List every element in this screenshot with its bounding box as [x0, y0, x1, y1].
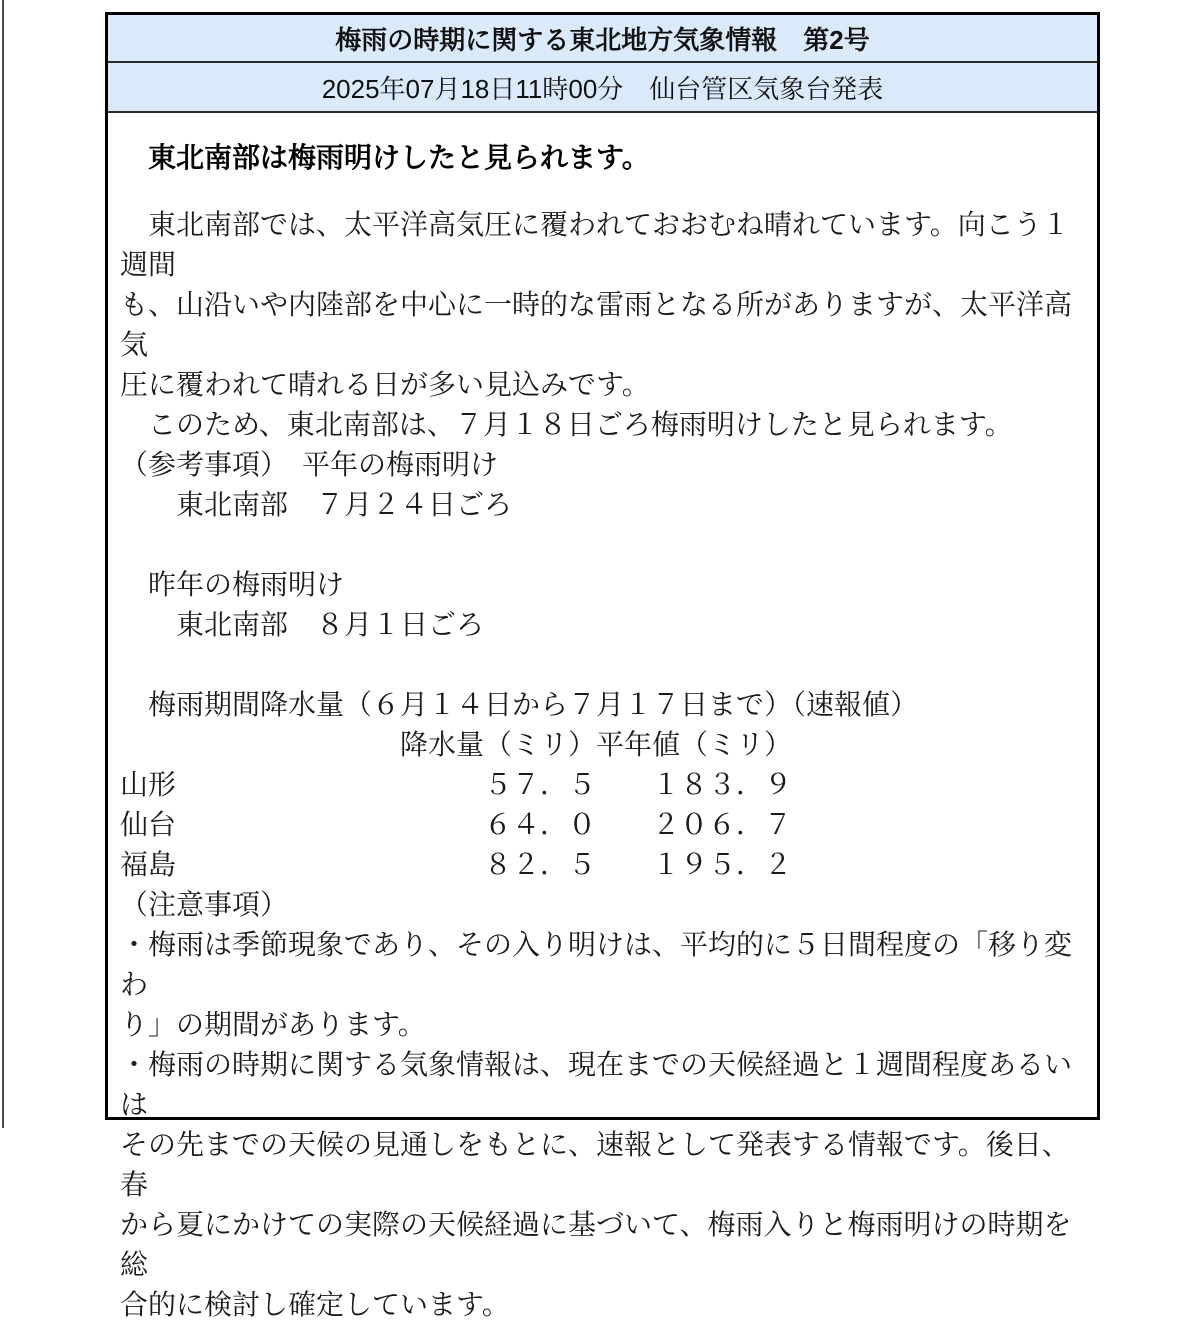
body-line-blank [120, 525, 1083, 565]
precip-table-header: 降水量（ミリ）平年値（ミリ） [120, 729, 793, 760]
bulletin-headline: 東北南部は梅雨明けしたと見られます。 [120, 142, 650, 173]
body-line: 圧に覆われて晴れる日が多い見込みです。 [120, 369, 650, 400]
body-line-reference-heading: （参考事項） 平年の梅雨明け [120, 449, 499, 480]
precip-table-caption: 梅雨期間降水量（６月１４日から７月１７日まで）（速報値） [120, 689, 919, 720]
body-line: ・梅雨の時期に関する気象情報は、現在までの天候経過と１週間程度あるいは [120, 1049, 1073, 1120]
notes-heading: （注意事項） [120, 889, 289, 920]
precip-table-row: 福島 ８２．５ １９５．２ [120, 849, 793, 880]
page-left-border [2, 0, 4, 1128]
bulletin-title-bar [108, 15, 1097, 63]
bulletin-issuance-text: 2025年07月18日11時00分 仙台管区気象台発表 [321, 73, 884, 104]
body-line: ・梅雨は季節現象であり、その入り明けは、平均的に５日間程度の「移り変わ [120, 929, 1073, 1000]
body-line: このため、東北南部は、７月１８日ごろ梅雨明けしたと見られます。 [120, 409, 1013, 440]
bulletin-body [108, 113, 1097, 1325]
body-line: 東北南部では、太平洋高気圧に覆われておおむね晴れています。向こう１週間 [120, 209, 1070, 280]
body-line-blank [120, 645, 1083, 685]
precip-table-row: 山形 ５７．５ １８３．９ [120, 769, 793, 800]
bulletin-title: 梅雨の時期に関する東北地方気象情報 第2号 [335, 24, 870, 55]
precip-table-row: 仙台 ６４．０ ２０６．７ [120, 809, 793, 840]
body-line: 合的に検討し確定しています。 [120, 1289, 510, 1320]
weather-bulletin [105, 12, 1100, 1320]
bulletin-issuance-bar [108, 63, 1097, 113]
body-line: から夏にかけての実際の天候経過に基づいて、梅雨入りと梅雨明けの時期を総 [120, 1209, 1072, 1280]
body-line: 東北南部 ８月１日ごろ [120, 609, 485, 640]
body-line: 昨年の梅雨明け [120, 569, 345, 600]
body-line: 東北南部 ７月２４日ごろ [120, 489, 513, 520]
body-line: その先までの天候の見通しをもとに、速報として発表する情報です。後日、春 [120, 1129, 1070, 1200]
body-line: も、山沿いや内陸部を中心に一時的な雷雨となる所がありますが、太平洋高気 [120, 289, 1073, 360]
body-line: り」の期間があります。 [120, 1009, 426, 1040]
